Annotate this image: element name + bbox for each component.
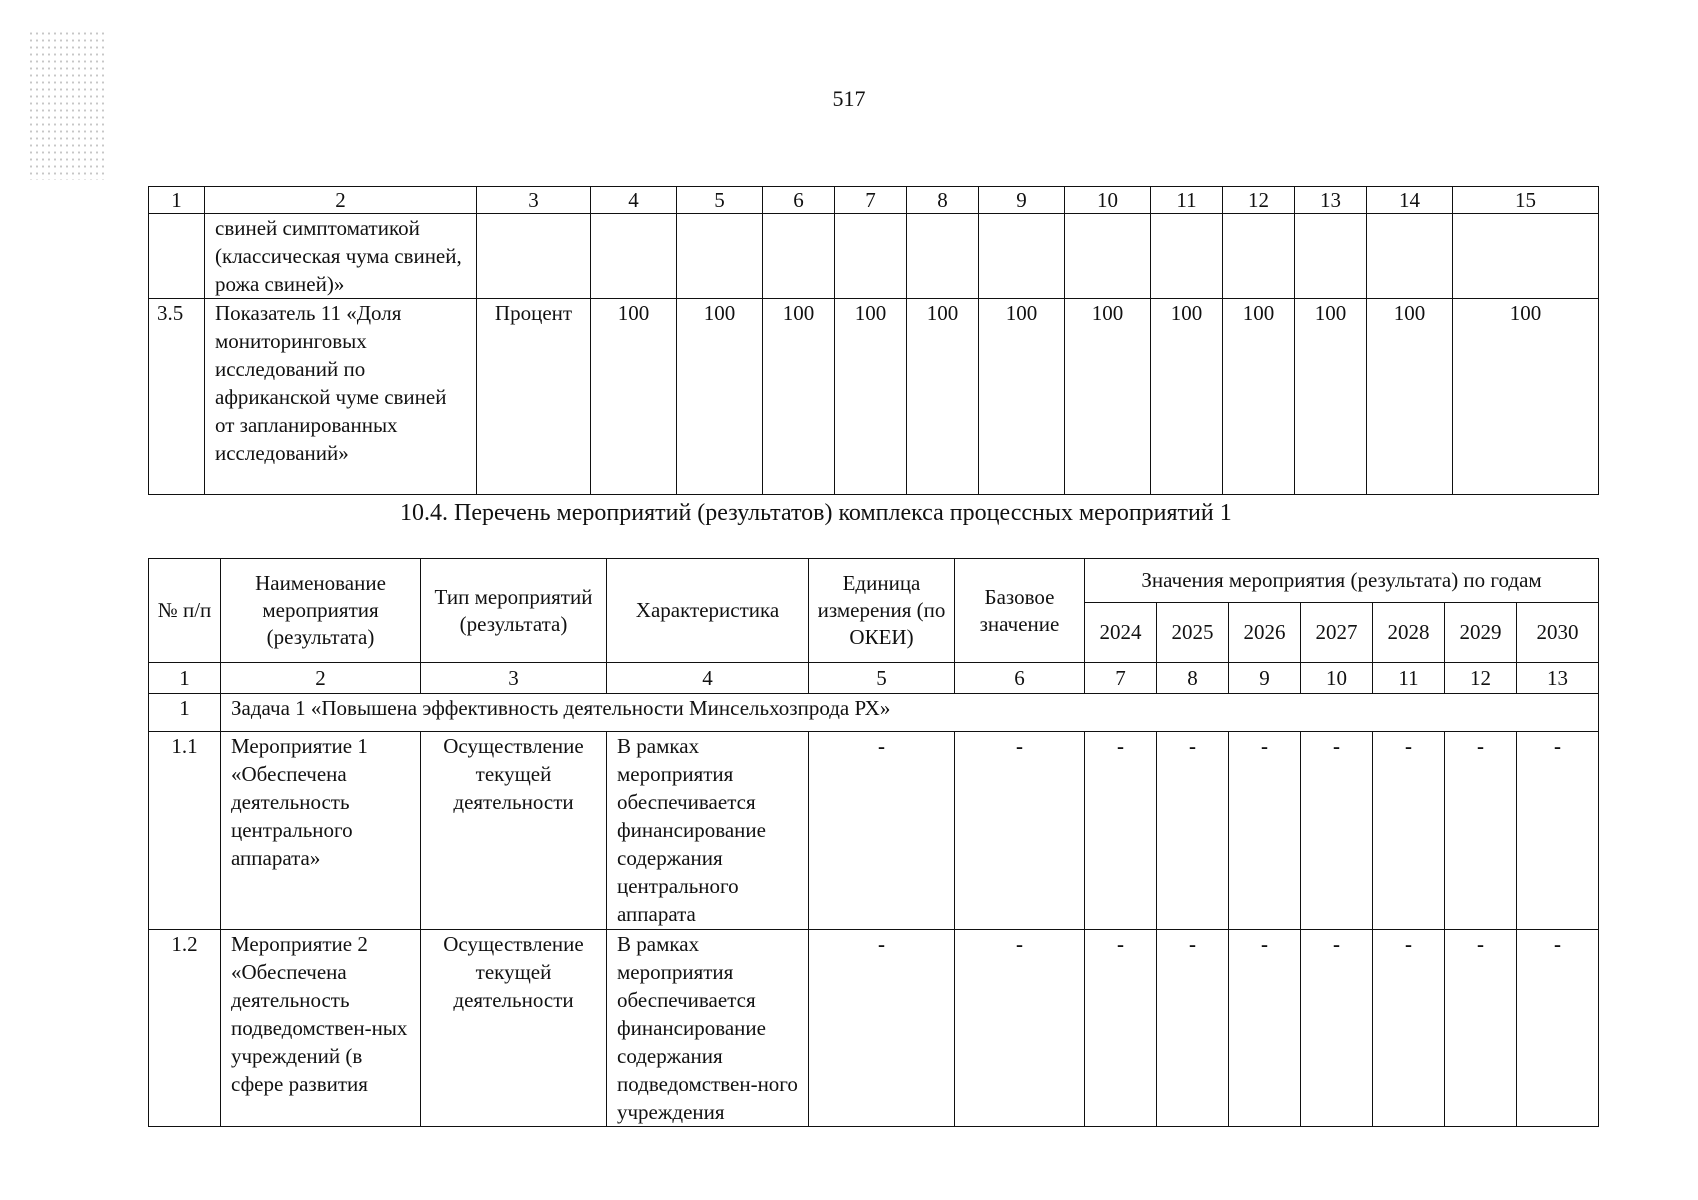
- task-title: Задача 1 «Повышена эффективность деятельности Минсельхозпрода РХ»: [221, 694, 1599, 732]
- header-num: № п/п: [149, 559, 221, 663]
- year-value-cell: -: [1445, 732, 1517, 930]
- row-number: 3.5: [149, 299, 205, 495]
- unit-cell: -: [809, 732, 955, 930]
- column-number: 4: [607, 663, 809, 694]
- value-cell: 100: [1065, 299, 1151, 495]
- indicators-table: [148, 186, 1599, 495]
- table-row: [149, 299, 1599, 495]
- row-number: 1.2: [149, 930, 221, 1127]
- header-year: 2028: [1373, 603, 1445, 663]
- column-number: 14: [1367, 187, 1453, 214]
- column-number: 1: [149, 187, 205, 214]
- year-value-cell: -: [1301, 930, 1373, 1127]
- year-value-cell: -: [1517, 732, 1599, 930]
- year-value-cell: -: [1517, 930, 1599, 1127]
- column-number: 3: [421, 663, 607, 694]
- year-value-cell: -: [1085, 732, 1157, 930]
- header-year: 2026: [1229, 603, 1301, 663]
- column-number: 10: [1301, 663, 1373, 694]
- column-number: 6: [763, 187, 835, 214]
- column-number: 2: [205, 187, 477, 214]
- value-cell: 100: [979, 299, 1065, 495]
- unit-cell: -: [809, 930, 955, 1127]
- header-year: 2029: [1445, 603, 1517, 663]
- year-value-cell: -: [1229, 930, 1301, 1127]
- year-value-cell: -: [1373, 930, 1445, 1127]
- year-value-cell: -: [1157, 732, 1229, 930]
- column-number: 5: [809, 663, 955, 694]
- column-number: 11: [1373, 663, 1445, 694]
- column-number: 3: [477, 187, 591, 214]
- year-value-cell: -: [1085, 930, 1157, 1127]
- column-number: 12: [1445, 663, 1517, 694]
- year-value-cell: -: [1229, 732, 1301, 930]
- column-number: 5: [677, 187, 763, 214]
- column-number: 11: [1151, 187, 1223, 214]
- header-characteristic: Характеристика: [607, 559, 809, 663]
- column-number-row: [149, 187, 1599, 214]
- base-value-cell: -: [955, 930, 1085, 1127]
- column-number: 8: [1157, 663, 1229, 694]
- value-cell: 100: [591, 299, 677, 495]
- table-row: [149, 732, 1599, 930]
- page-number: 517: [832, 86, 866, 111]
- column-number: 1: [149, 663, 221, 694]
- column-number: 10: [1065, 187, 1151, 214]
- column-number: 15: [1453, 187, 1599, 214]
- value-cell: 100: [1295, 299, 1367, 495]
- value-cell: 100: [677, 299, 763, 495]
- base-value-cell: -: [955, 732, 1085, 930]
- indicator-name: Показатель 11 «Доля мониторинговых исследований по африканской чуме свиней от запланированных исследований»: [205, 299, 477, 495]
- column-number: 7: [1085, 663, 1157, 694]
- row-number: 1.1: [149, 732, 221, 930]
- activity-name: Мероприятие 2 «Обеспечена деятельность подведомствен-ных учреждений (в сфере развития: [221, 930, 421, 1127]
- column-number: 13: [1517, 663, 1599, 694]
- table-row: [149, 930, 1599, 1127]
- continuation-row: [149, 214, 1599, 299]
- year-value-cell: -: [1301, 732, 1373, 930]
- column-number: 2: [221, 663, 421, 694]
- header-row: [149, 559, 1599, 603]
- year-value-cell: -: [1157, 930, 1229, 1127]
- column-number: 12: [1223, 187, 1295, 214]
- value-cell: 100: [1223, 299, 1295, 495]
- column-number: 8: [907, 187, 979, 214]
- value-cell: 100: [1151, 299, 1223, 495]
- header-unit: Единица измерения (по ОКЕИ): [809, 559, 955, 663]
- value-cell: 100: [907, 299, 979, 495]
- activity-name: Мероприятие 1 «Обеспечена деятельность центрального аппарата»: [221, 732, 421, 930]
- unit-cell: Процент: [477, 299, 591, 495]
- header-values-by-year: Значения мероприятия (результата) по годам: [1085, 559, 1599, 603]
- column-number: 13: [1295, 187, 1367, 214]
- activity-type: Осуществление текущей деятельности: [421, 930, 607, 1127]
- header-year: 2024: [1085, 603, 1157, 663]
- value-cell: 100: [763, 299, 835, 495]
- task-number: 1: [149, 694, 221, 732]
- header-base: Базовое значение: [955, 559, 1085, 663]
- column-number: 4: [591, 187, 677, 214]
- header-year: 2027: [1301, 603, 1373, 663]
- header-type: Тип мероприятий (результата): [421, 559, 607, 663]
- year-value-cell: -: [1373, 732, 1445, 930]
- column-number: 6: [955, 663, 1085, 694]
- section-title: 10.4. Перечень мероприятий (результатов) комплекса процессных мероприятий 1: [400, 500, 1232, 526]
- activity-type: Осуществление текущей деятельности: [421, 732, 607, 930]
- activity-characteristic: В рамках мероприятия обеспечивается финансирование содержания центрального аппарата: [607, 732, 809, 930]
- value-cell: 100: [1367, 299, 1453, 495]
- value-cell: 100: [1453, 299, 1599, 495]
- activities-table: [148, 558, 1599, 1127]
- indicator-name-continuation: свиней симптоматикой (классическая чума свиней, рожа свиней)»: [205, 214, 477, 299]
- header-year: 2025: [1157, 603, 1229, 663]
- header-year: 2030: [1517, 603, 1599, 663]
- column-number: 9: [1229, 663, 1301, 694]
- year-value-cell: -: [1445, 930, 1517, 1127]
- value-cell: 100: [835, 299, 907, 495]
- header-name: Наименование мероприятия (результата): [221, 559, 421, 663]
- column-number: 7: [835, 187, 907, 214]
- activity-characteristic: В рамках мероприятия обеспечивается финансирование содержания подведомствен-ного учреждения: [607, 930, 809, 1127]
- column-number-row: [149, 663, 1599, 694]
- column-number: 9: [979, 187, 1065, 214]
- task-row: [149, 694, 1599, 732]
